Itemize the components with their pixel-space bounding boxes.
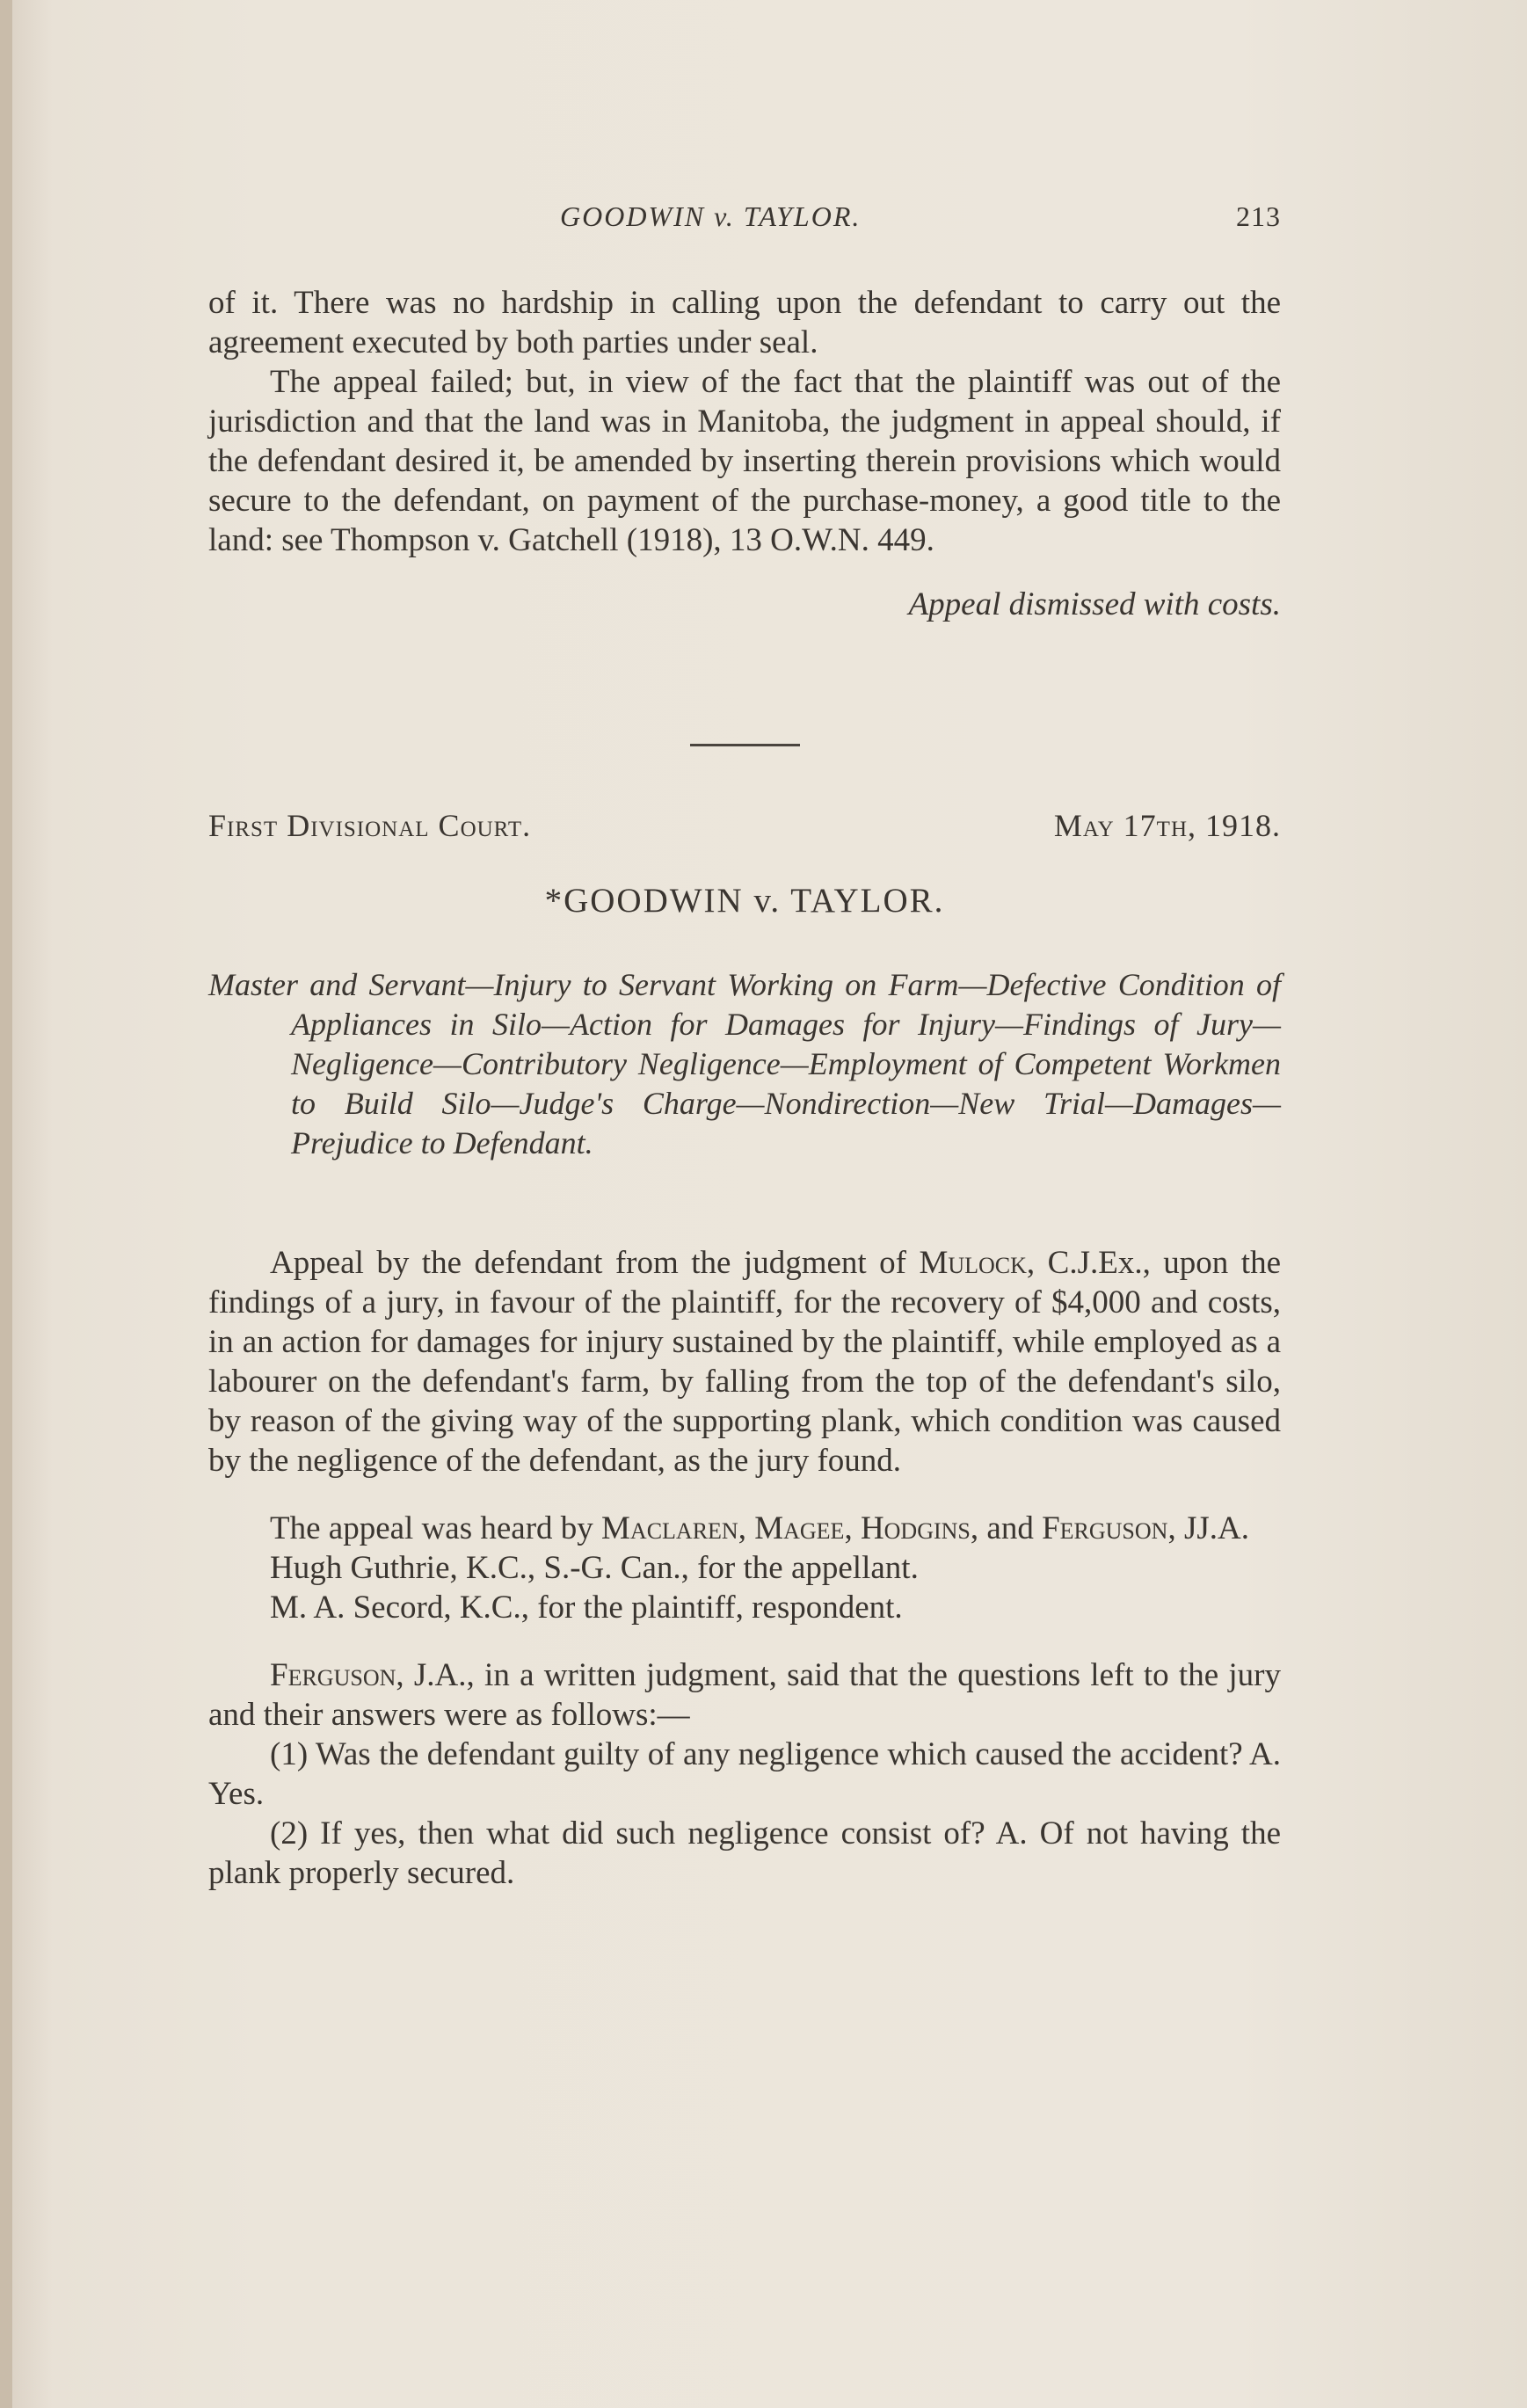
counsel-appellant: Hugh Guthrie, K.C., S.-G. Can., for the appellant. xyxy=(270,1550,919,1586)
appeal-intro-text: Appeal by the defendant from the judgment of xyxy=(270,1245,920,1281)
judgment-judge-name: Ferguson xyxy=(270,1657,396,1693)
heard-by-paragraph xyxy=(208,1509,1281,1548)
heard-intro-text: The appeal was heard by xyxy=(270,1510,602,1546)
jury-question-2: (2) If yes, then what did such negligence consist of? A. Of not having the plank properly secured. xyxy=(208,1815,1281,1891)
appeal-details-text: , C.J.Ex., upon the findings of a jury, in favour of the plaintiff, for the recovery of $4,000 and costs, in an action for damages for injury sustained by the plaintiff, while employed as a labourer on the defendant's farm, by falling from the top of the defendant's silo, by reason of the giving way of the supporting plank, which condition was caused by the negligence of the defendant, as the jury found. xyxy=(208,1245,1281,1479)
judge-name: Ferguson xyxy=(1042,1510,1168,1546)
heard-outro-text: , JJ.A. xyxy=(1167,1510,1249,1546)
decision-date: May 17th, 1918. xyxy=(1053,808,1281,843)
separator-text: , and xyxy=(970,1510,1043,1546)
binding-shadow xyxy=(0,0,12,2408)
case-title: *GOODWIN v. TAYLOR. xyxy=(544,882,945,920)
jury-question-1: (1) Was the defendant guilty of any negligence which caused the accident? A. Yes. xyxy=(208,1736,1281,1812)
page-header xyxy=(208,200,1281,250)
page-number: 213 xyxy=(1236,200,1281,232)
judge-name: Hodgins xyxy=(860,1510,971,1546)
running-title: GOODWIN v. TAYLOR. xyxy=(560,200,862,232)
prior-case-paragraph-2: The appeal failed; but, in view of the fact that the plaintiff was out of the jurisdiction and that the land was in Manitoba, the judgment in appeal should, if the defendant desired it, be amended by inserting therein provisions which would secure to the defendant, on payment of the purchase-money, a good title to the land: see Thompson v. Gatchell (1918), 13 O.W.N. 449. xyxy=(208,364,1281,558)
prior-case-paragraph-1: of it. There was no hardship in calling upon the defendant to carry out the agreement executed by both parties under seal. xyxy=(208,285,1281,360)
prior-case-text xyxy=(208,283,1281,624)
section-divider xyxy=(690,744,800,746)
counsel-respondent: M. A. Secord, K.C., for the plaintiff, respondent. xyxy=(270,1590,903,1626)
separator-text: , xyxy=(738,1510,755,1546)
judge-name: Maclaren xyxy=(601,1510,738,1546)
headnote: Master and Servant—Injury to Servant Working on Farm—Defective Condition of Appliances in Silo—Action for Damages for Injury—Findings of Jury—Negligence—Contributory Negligence—Employment of Competent Workmen to Build Silo—Judge's Charge—Nondirection—New Trial—Damages—Prejudice to Defendant. xyxy=(208,967,1281,1160)
court-name: First Divisional Court. xyxy=(208,808,532,843)
appeal-paragraph xyxy=(208,1243,1281,1480)
disposition: Appeal dismissed with costs. xyxy=(908,586,1281,622)
judgment-paragraph xyxy=(208,1655,1281,1735)
case-body xyxy=(208,1243,1281,1893)
separator-text: , xyxy=(844,1510,861,1546)
trial-judge-name: Mulock xyxy=(919,1245,1027,1281)
judgment-intro-text: , J.A., in a written judgment, said that the questions left to the jury and their answers were as follows:— xyxy=(208,1657,1281,1733)
judge-name: Magee xyxy=(754,1510,845,1546)
